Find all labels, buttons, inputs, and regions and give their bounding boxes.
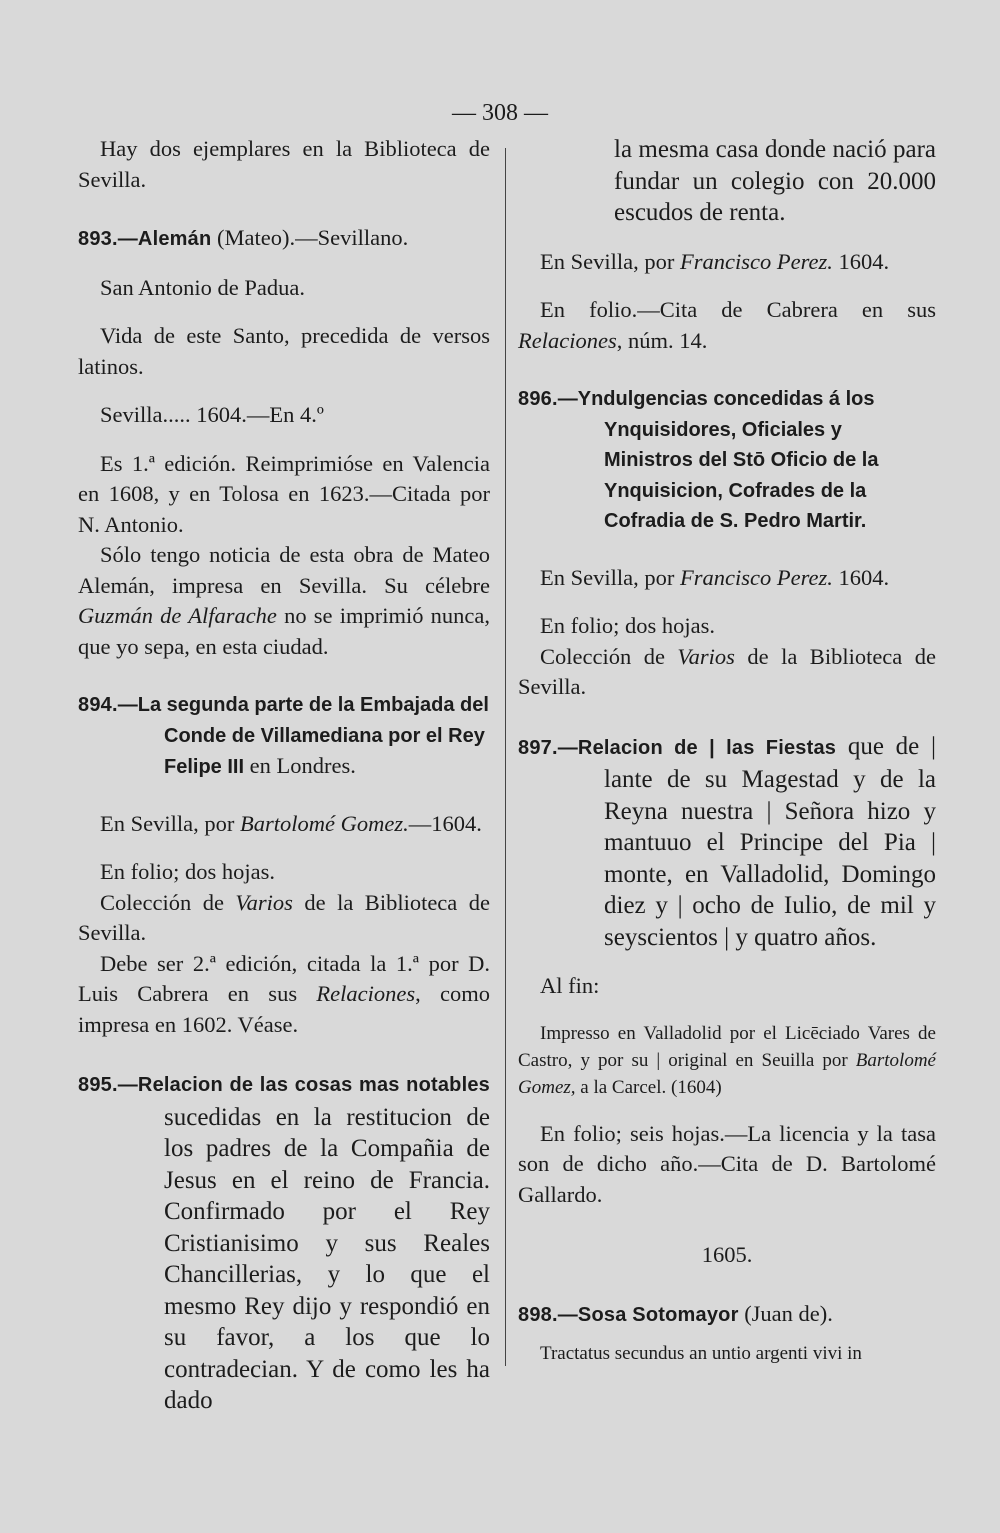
text: Debe ser 2.ª edición, citada la 1.ª por D. Luis Cabrera en sus	[78, 950, 490, 1006]
text: 1604.	[832, 564, 890, 590]
entry-894-imprint	[78, 809, 490, 840]
printer-italic: Francisco Perez.	[679, 248, 833, 274]
collection-italic: Varios	[235, 889, 293, 915]
printer-italic: Bartolomé Gomez.	[239, 810, 409, 836]
entry-894-collection	[78, 888, 490, 949]
entry-number: 898.	[518, 1303, 558, 1326]
collection-italic: Varios	[677, 643, 735, 669]
entry-title: —Relacion de las cosas mas notables	[117, 1074, 490, 1096]
year-heading: 1605.	[701, 1242, 753, 1267]
entry-895-imprint	[518, 247, 936, 278]
text: , núm. 14.	[616, 327, 708, 353]
entry-number: 895.	[78, 1074, 118, 1096]
entry-author-rest: (Juan de).	[738, 1300, 833, 1326]
entry-author-rest: (Mateo).—Sevillano.	[211, 225, 409, 250]
text: no se imprimió nunca, que yo sepa, en esta ciudad.	[78, 603, 491, 659]
entry-894-note	[78, 949, 490, 1041]
entry-897-heading	[518, 731, 936, 954]
text: Sólo tengo noticia de esta obra de Mateo Alemán, impresa en Sevilla. Su célebre	[78, 542, 490, 598]
right-column	[518, 134, 936, 1367]
entry-893-description: Vida de este Santo, precedida de versos latinos.	[78, 323, 490, 379]
column-divider	[505, 148, 506, 1366]
left-column	[78, 134, 490, 1417]
text: , como impresa en 1602. Véase.	[78, 981, 490, 1037]
text: Impresso en Valladolid por el Licēciado Vares de Castro, y por su | original en Seuilla por	[518, 1022, 936, 1071]
entry-898	[518, 1299, 936, 1368]
entry-893-heading	[78, 223, 490, 255]
entry-title: —Relacion de | las Fiestas	[557, 736, 837, 759]
entry-title-rest: que de | lante de su Magestad y de la Reyna nuestra | Señora hizo y mantuuo el Principe del Pia | monte, en Valladolid, Domingo diez y | ocho de Iulio, de mil y seyscientos | y quatro años.	[604, 732, 936, 951]
entry-number: 897.	[518, 736, 558, 759]
entry-898-title: Tractatus secundus an untio argenti vivi in	[540, 1343, 862, 1364]
printer-italic: Bartolomé Gomez,	[518, 1049, 936, 1098]
text: Colección de	[540, 643, 678, 669]
text: Colección de	[100, 889, 236, 915]
text: —1604.	[408, 810, 482, 836]
entry-898-heading	[518, 1299, 936, 1331]
entry-897-note: En folio; seis hojas.—La licencia y la tasa son de dicho año.—Cita de D. Bartolomé Gallardo.	[518, 1120, 936, 1207]
entry-894-format: En folio; dos hojas.	[100, 859, 275, 884]
work-italic: Relaciones	[518, 327, 617, 353]
entry-893-comment	[78, 540, 490, 662]
entry-number: 893.	[78, 228, 118, 250]
entry-893-imprint: Sevilla..... 1604.—En 4.º	[100, 402, 324, 427]
entry-897-colophon-label: Al fin:	[540, 973, 600, 998]
entry-894	[78, 690, 490, 1040]
entry-895-continuation: la mesma casa donde nació para fundar un colegio con 20.000 escudos de renta.	[614, 136, 936, 226]
entry-number: 896.	[518, 388, 558, 410]
entry-896	[518, 384, 936, 703]
text: En Sevilla, por	[540, 248, 680, 274]
text: En Sevilla, por	[100, 810, 240, 836]
text: a la Carcel. (1604)	[575, 1076, 722, 1098]
entry-897-colophon	[518, 1020, 936, 1101]
entry-author: —Alemán	[117, 228, 212, 250]
entry-893-title: San Antonio de Padua.	[100, 274, 305, 300]
text: 1604.	[832, 248, 890, 274]
entry-number: 894.	[78, 694, 118, 716]
entry-895-heading	[78, 1068, 490, 1417]
entry-897	[518, 731, 936, 1211]
entry-894-heading	[78, 690, 490, 783]
intro-paragraph: Hay dos ejemplares en la Biblioteca de Sevilla.	[78, 136, 490, 192]
entry-title: —Yndulgencias concedidas á los Ynquisidores, Oficiales y Ministros del Stō Oficio de la Ynquisicion, Cofrades de la Cofradia de S. Pedro Martir.	[557, 388, 879, 532]
entry-895-note	[518, 295, 936, 356]
entry-title: —La segunda parte de la Embajada del Conde de Villamediana por el Rey Felipe III	[117, 694, 489, 778]
page-number: — 308 —	[452, 100, 548, 126]
text: En Sevilla, por	[540, 564, 680, 590]
text: En folio.—Cita de Cabrera en sus	[540, 297, 936, 322]
text: de la Biblioteca de Sevilla.	[518, 643, 936, 699]
entry-896-heading	[518, 384, 936, 537]
entry-893	[78, 223, 490, 662]
printer-italic: Francisco Perez.	[679, 564, 833, 590]
entry-896-format: En folio; dos hojas.	[540, 613, 715, 638]
entry-title-rest: en Londres.	[244, 753, 356, 778]
entry-title-rest: sucedidas en la restitucion de los padres de la Compañia de Jesus en el reino de Francia. Confirmado por el Rey Cristianisimo y sus Reales Chancillerias, y lo que el mesmo Rey dijo y respondió en su favor, a los que lo contradecian. Y de como les ha dado	[164, 1103, 490, 1414]
entry-895	[78, 1068, 490, 1417]
title-italic: Guzmán de Alfarache	[78, 603, 277, 628]
text: de la Biblioteca de Sevilla.	[78, 889, 490, 945]
entry-896-imprint	[518, 563, 936, 594]
entry-author: —Sosa Sotomayor	[557, 1303, 739, 1326]
entry-896-collection	[518, 642, 936, 703]
work-italic: Relaciones	[316, 981, 416, 1006]
entry-893-note: Es 1.ª edición. Reimprimióse en Valencia en 1608, y en Tolosa en 1623.—Citada por N. Antonio.	[78, 450, 490, 537]
